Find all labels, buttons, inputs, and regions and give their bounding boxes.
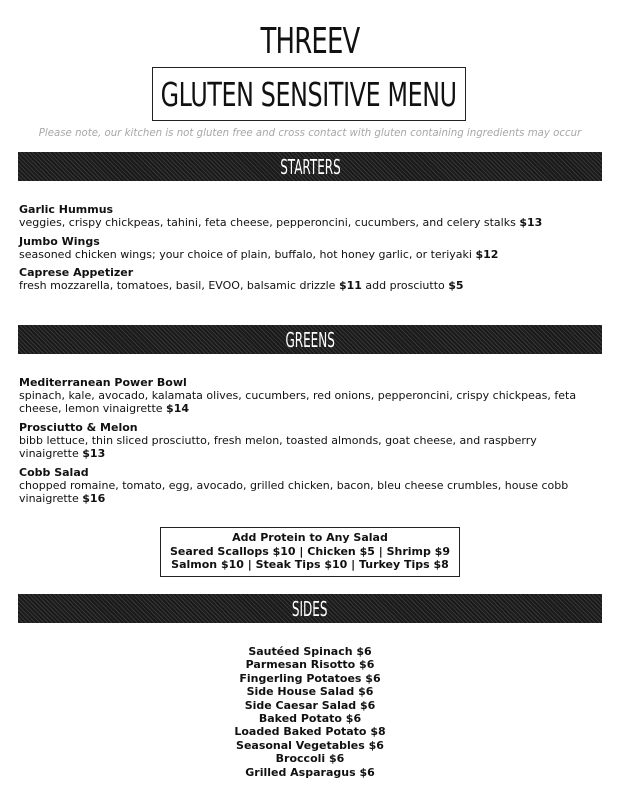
side-item: Side House Salad $6 xyxy=(246,685,374,699)
side-item: Parmesan Risotto $6 xyxy=(245,658,375,672)
item-price: $16 xyxy=(82,492,106,505)
item-desc-text: bibb lettuce, thin sliced prosciutto, fresh melon, toasted almonds, goat cheese, and raspberry vinaigrette xyxy=(19,434,537,460)
side-item: Broccoli $6 xyxy=(275,752,345,766)
item-name: Prosciutto & Melon xyxy=(19,421,138,434)
item-price: $14 xyxy=(166,402,190,415)
item-desc-text: seasoned chicken wings; your choice of plain, buffalo, hot honey garlic, or teriyaki xyxy=(19,248,472,261)
section-header-starters xyxy=(18,152,602,181)
menu-item xyxy=(19,421,589,460)
item-description xyxy=(19,279,589,292)
item-desc-text: spinach, kale, avocado, kalamata olives, cucumbers, red onions, pepperoncini, crispy chickpeas, feta cheese, lemon vinaigrette xyxy=(19,389,577,415)
item-name: Mediterranean Power Bowl xyxy=(19,376,187,389)
side-item: Side Caesar Salad $6 xyxy=(244,698,376,712)
item-name: Garlic Hummus xyxy=(19,203,114,216)
side-item: Seasonal Vegetables $6 xyxy=(236,738,384,752)
side-item: Loaded Baked Potato $8 xyxy=(234,725,386,739)
menu-item xyxy=(19,266,589,292)
restaurant-logo: THREEV xyxy=(260,21,360,62)
side-item: Fingerling Potatoes $6 xyxy=(239,671,381,685)
section-header-greens xyxy=(18,325,602,354)
menu-item xyxy=(19,235,589,261)
item-name: Cobb Salad xyxy=(19,466,89,479)
protein-addon-box xyxy=(160,527,460,577)
item-price: $13 xyxy=(82,447,106,460)
section-title: SIDES xyxy=(292,596,328,621)
item-price: $13 xyxy=(519,216,543,229)
sides-list xyxy=(0,645,620,779)
item-description xyxy=(19,216,589,229)
gluten-disclaimer: Please note, our kitchen is not gluten free and cross contact with gluten containing ingredients may occur xyxy=(38,128,582,139)
item-price: $12 xyxy=(475,248,499,261)
item-name: Caprese Appetizer xyxy=(19,266,134,279)
item-desc-text: fresh mozzarella, tomatoes, basil, EVOO, balsamic drizzle xyxy=(19,279,336,292)
item-name: Jumbo Wings xyxy=(19,235,100,248)
protein-options-line: Salmon $10 | Steak Tips $10 | Turkey Tips $8 xyxy=(171,558,449,571)
item-description xyxy=(19,389,589,415)
item-addon: add prosciutto xyxy=(365,279,445,292)
item-addon-price: $5 xyxy=(448,279,464,292)
section-header-sides xyxy=(18,594,602,623)
side-item: Sautéed Spinach $6 xyxy=(248,645,372,658)
menu-item xyxy=(19,376,589,415)
item-description xyxy=(19,479,589,505)
item-desc-text: veggies, crispy chickpeas, tahini, feta cheese, pepperoncini, cucumbers, and celery stalks xyxy=(19,216,516,229)
menu-item xyxy=(19,466,589,505)
side-item: Grilled Asparagus $6 xyxy=(245,765,375,779)
section-title: STARTERS xyxy=(279,154,341,179)
item-price: $11 xyxy=(338,279,362,292)
menu-item xyxy=(19,203,589,229)
item-description xyxy=(19,248,589,261)
protein-title: Add Protein to Any Salad xyxy=(232,531,388,544)
protein-options-line: Seared Scallops $10 | Chicken $5 | Shrimp $9 xyxy=(170,544,450,558)
side-item: Baked Potato $6 xyxy=(258,712,362,726)
menu-title-box xyxy=(152,67,466,121)
section-title: GREENS xyxy=(285,327,335,352)
item-description xyxy=(19,434,589,460)
menu-title: GLUTEN SENSITIVE MENU xyxy=(160,74,458,114)
item-desc-text: chopped romaine, tomato, egg, avocado, grilled chicken, bacon, bleu cheese crumbles, house cobb vinaigrette xyxy=(19,479,569,505)
